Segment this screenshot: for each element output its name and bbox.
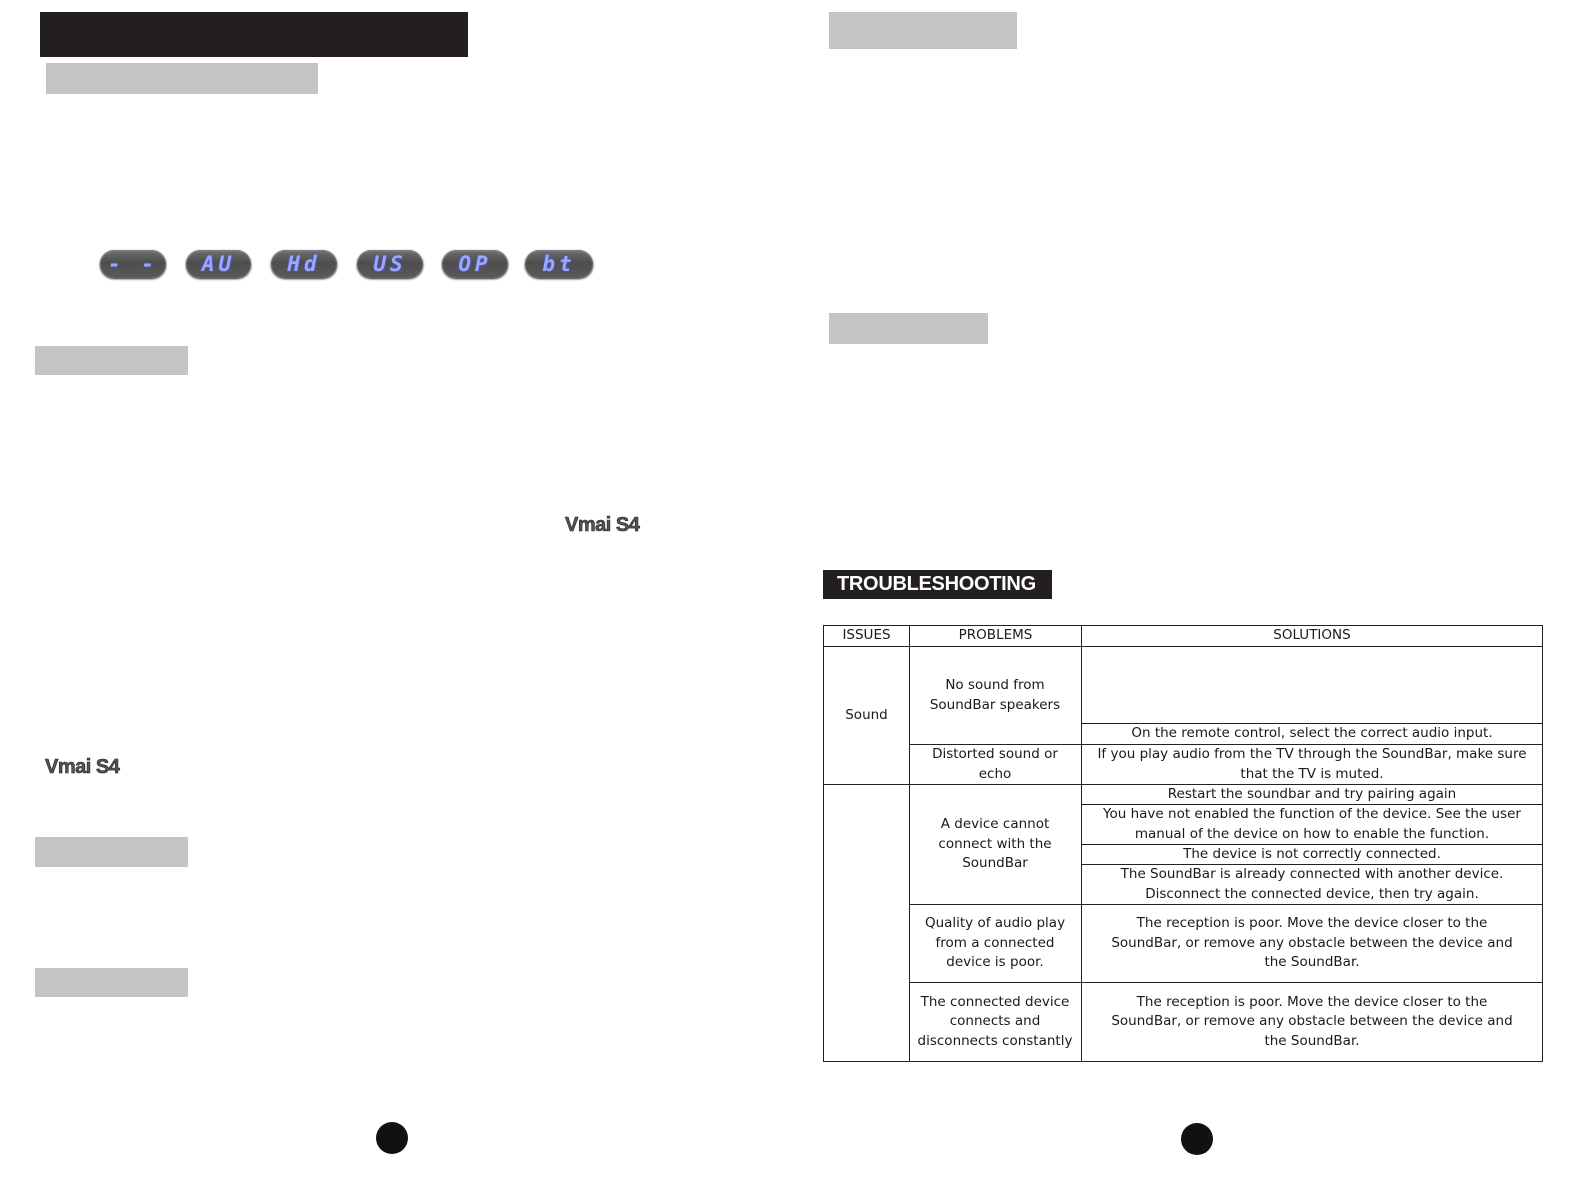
solution-cell — [1082, 647, 1542, 723]
lcd-code-au: AU — [186, 250, 251, 278]
lcd-code-us: US — [357, 250, 423, 278]
problem-cell: Quality of audio play from a connected device is poor. — [924, 915, 1066, 971]
solution-cell: On the remote control, select the correct audio input. — [1131, 725, 1493, 742]
solution-cell: If you play audio from the TV through the SoundBar, make sure that the TV is muted. — [1097, 746, 1527, 782]
header-solutions: SOLUTIONS — [1273, 627, 1351, 644]
lcd-code-hd: Hd — [271, 250, 337, 278]
header-problems: PROBLEMS — [958, 627, 1033, 644]
issue-cell — [824, 785, 909, 1061]
problem-cell: A device cannot connect with the SoundBar — [938, 816, 1052, 872]
solution-cell: You have not enabled the function of the device. See the user manual of the device on how to enable the function. — [1103, 806, 1521, 842]
page-number-dot — [1181, 1123, 1213, 1155]
header-issues: ISSUES — [842, 627, 891, 644]
solution-cell: Restart the soundbar and try pairing again — [1167, 785, 1457, 802]
troubleshooting-title: TROUBLESHOOTING — [823, 570, 1052, 599]
lcd-code-op: OP — [442, 250, 508, 278]
problem-cell: No sound from SoundBar speakers — [929, 677, 1061, 713]
brand-text: Vmai S4 — [45, 756, 120, 778]
issue-cell: Sound — [845, 706, 888, 723]
solution-cell: The reception is poor. Move the device closer to the SoundBar, or remove any obstacle between the device and the SoundBar. — [1111, 993, 1513, 1049]
brand-text: Vmai S4 — [565, 514, 640, 536]
solution-cell: The SoundBar is already connected with another device. Disconnect the connected device, then try again. — [1120, 866, 1504, 902]
solution-cell: The device is not correctly connected. — [1183, 845, 1441, 862]
problem-cell: The connected device connects and disconnects constantly — [917, 993, 1073, 1049]
lcd-code-none: - - — [100, 250, 166, 278]
solution-cell: The reception is poor. Move the device closer to the SoundBar, or remove any obstacle between the device and the SoundBar. — [1111, 915, 1513, 971]
lcd-code-bt: bt — [525, 250, 593, 278]
problem-cell: Distorted sound or echo — [932, 746, 1058, 782]
